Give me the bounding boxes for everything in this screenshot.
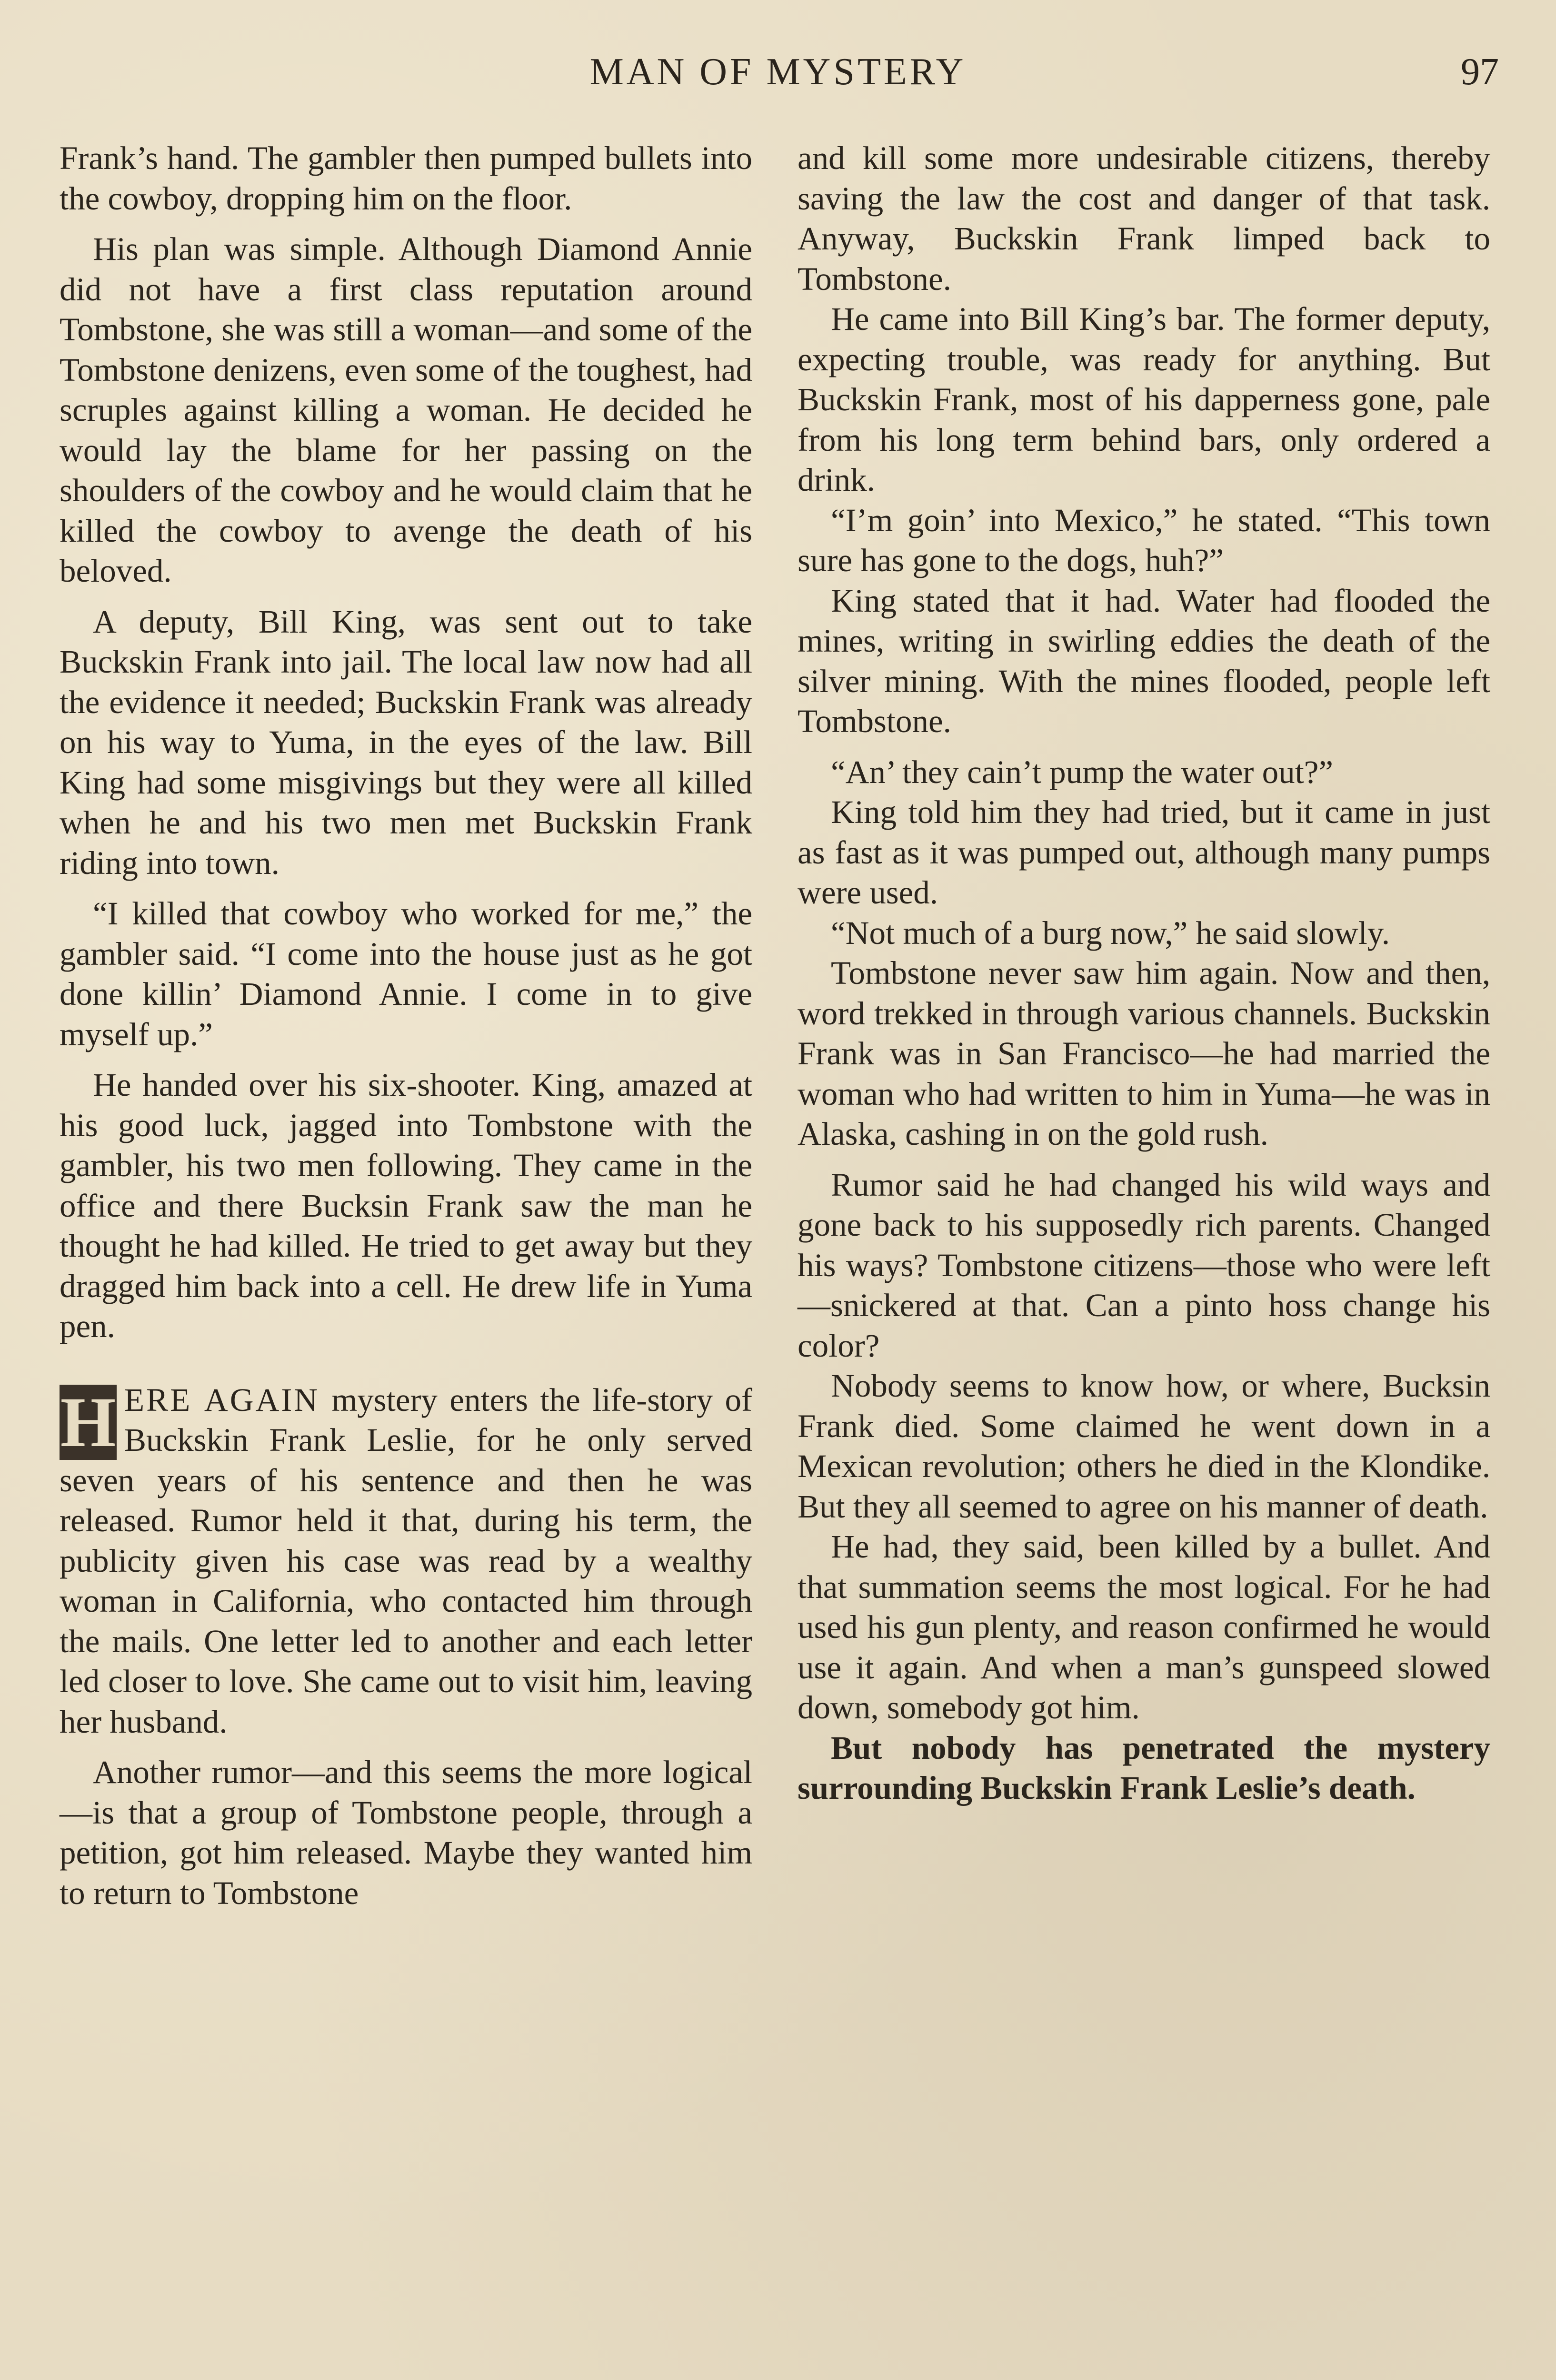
- paragraph: His plan was simple. Although Diamond Annie did not have a first class reputation around Tombstone, she was still a woman—and some of the Tombstone denizens, even some of the toughest, had scruples against killing a woman. He decided he would lay the blame for her passing on the shoulders of the cowboy and he would claim that he killed the cowboy to avenge the death of his beloved.: [60, 231, 752, 589]
- paragraph: Frank’s hand. The gambler then pumped bullets into the cowboy, dropping him on the floor.: [60, 140, 752, 217]
- section-lead: ERE AGAIN: [124, 1381, 320, 1418]
- paragraph: King stated that it had. Water had flooded the mines, writing in swirling eddies the death of the silver mining. With the mines flooded, people left Tombstone.: [798, 582, 1490, 739]
- drop-cap: H: [60, 1382, 116, 1462]
- section-paragraph: [60, 1380, 752, 1742]
- page-header: [57, 46, 1499, 98]
- paragraph: “Not much of a burg now,” he said slowly.: [831, 914, 1390, 951]
- paragraph: Nobody seems to know how, or where, Bucksin Frank died. Some claimed he went down in a Mexican revolution; others he died in the Klondike. But they all seemed to agree on his manner of death.: [798, 1368, 1490, 1525]
- paragraph: Tombstone never saw him again. Now and then, word trekked in through various channels. Buckskin Frank was in San Francisco—he had married the woman who had written to him in Yuma—he was in Alaska, cashing in on the gold rush.: [798, 955, 1490, 1152]
- paragraph: “An’ they cain’t pump the water out?”: [831, 754, 1334, 790]
- running-title: MAN OF MYSTERY: [589, 51, 967, 93]
- paragraph: A deputy, Bill King, was sent out to take Buckskin Frank into jail. The local law now had all the evidence it needed; Buckskin Frank was already on his way to Yuma, in the eyes of the law. Bill King had some misgivings but they were all killed when he and his two men met Buckskin Frank riding into town.: [60, 603, 752, 881]
- paragraph: Another rumor—and this seems the more logical—is that a group of Tombstone people, through a petition, got him released. Maybe they wanted him to return to Tombstone: [60, 1754, 752, 1911]
- page-number: 97: [1461, 51, 1499, 93]
- section-text: mystery enters the life-story of Buckskin Frank Leslie, for he only served seven years of his sentence and then he was released. Rumor held it that, during his term, the publicity given his case was read by a wealthy woman in California, who contacted him through the mails. One letter led to another and each letter led closer to love. She came out to visit him, leaving her husband.: [60, 1381, 752, 1740]
- paragraph: “I killed that cowboy who worked for me,” the gambler said. “I come into the house just as he got done killin’ Diamond Annie. I come in to give myself up.”: [60, 895, 752, 1052]
- paragraph: But nobody has penetrated the mystery surrounding Buckskin Frank Leslie’s death.: [798, 1729, 1490, 1806]
- paragraph: He came into Bill King’s bar. The former deputy, expecting trouble, was ready for anything. But Buckskin Frank, most of his dapperness gone, pale from his long term behind bars, only ordered a drink.: [798, 301, 1490, 498]
- paragraph: He had, they said, been killed by a bullet. And that summation seems the most logical. For he had used his gun plenty, and reason confirmed he would use it again. And when a man’s gunspeed slowed down, somebody got him.: [798, 1528, 1490, 1726]
- paragraph: He handed over his six-shooter. King, amazed at his good luck, jagged into Tombstone with the gambler, his two men following. They came in the office and there Bucksin Frank saw the man he thought he had killed. He tried to get away but they dragged him back into a cell. He drew life in Yuma pen.: [60, 1067, 752, 1344]
- paragraph: “I’m goin’ into Mexico,” he stated. “This town sure has gone to the dogs, huh?”: [798, 502, 1490, 578]
- left-column: [60, 138, 752, 1913]
- paragraph: Rumor said he had changed his wild ways and gone back to his supposedly rich parents. Changed his ways? Tombstone citizens—those who were left—snickered at that. Can a pinto hoss change his color?: [798, 1166, 1490, 1364]
- right-column: [798, 138, 1490, 1808]
- paragraph: and kill some more undesirable citizens, thereby saving the law the cost and danger of that task. Anyway, Buckskin Frank limped back to Tombstone.: [798, 140, 1490, 297]
- paragraph: King told him they had tried, but it came in just as fast as it was pumped out, although many pumps were used.: [798, 794, 1490, 911]
